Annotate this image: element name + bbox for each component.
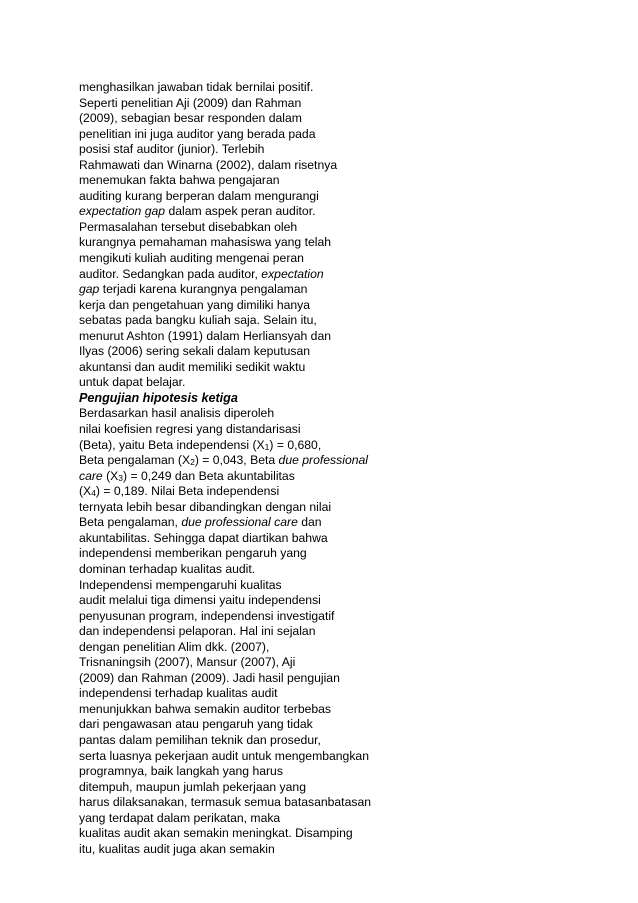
text-line <box>79 640 409 656</box>
text-run: ) = 0,680, <box>269 437 322 452</box>
text-line <box>79 96 409 112</box>
text-run: dan <box>297 515 322 530</box>
text-run: menurut Ashton (1991) dalam Herliansyah dan <box>79 328 332 343</box>
text-line <box>79 795 409 811</box>
text-line <box>79 360 409 376</box>
text-line <box>79 842 409 858</box>
text-run: Independensi mempengaruhi kualitas <box>79 577 282 592</box>
text-line <box>79 500 409 516</box>
text-line <box>79 422 409 438</box>
text-line <box>79 375 409 391</box>
text-run: penyusunan program, independensi investigatif <box>79 608 335 623</box>
text-line <box>79 80 409 96</box>
text-line <box>79 624 409 640</box>
text-line <box>79 764 409 780</box>
text-line <box>79 780 409 796</box>
text-run: menghasilkan jawaban tidak bernilai positif. <box>79 80 314 94</box>
text-line <box>79 189 409 205</box>
text-line <box>79 609 409 625</box>
text-line <box>79 158 409 174</box>
text-line <box>79 220 409 236</box>
italic-text: expectation gap <box>79 204 166 219</box>
text-run: (X <box>79 484 92 499</box>
text-line <box>79 313 409 329</box>
text-run: posisi staf auditor (junior). Terlebih <box>79 142 265 157</box>
text-line <box>79 282 409 298</box>
text-line <box>79 515 409 531</box>
text-line <box>79 671 409 687</box>
text-run: itu, kualitas audit juga akan semakin <box>79 841 275 856</box>
italic-text: due professional <box>278 453 368 468</box>
text-run: Rahmawati dan Winarna (2002), dalam risetnya <box>79 157 338 172</box>
text-run: kerja dan pengetahuan yang dimiliki hanya <box>79 297 311 312</box>
subscript: 3 <box>118 472 124 483</box>
text-run: Berdasarkan hasil analisis diperoleh <box>79 406 275 421</box>
text-run: kualitas audit akan semakin meningkat. Disamping <box>79 826 353 841</box>
text-run: independensi memberikan pengaruh yang <box>79 546 307 561</box>
text-run: programnya, baik langkah yang harus <box>79 764 283 779</box>
text-line <box>79 733 409 749</box>
text-run: ) = 0,249 dan Beta akuntabilitas <box>123 468 295 483</box>
text-run: Pengujian hipotesis ketiga <box>79 390 238 405</box>
subscript: 1 <box>264 441 270 452</box>
text-line <box>79 749 409 765</box>
text-run: mengikuti kuliah auditing mengenai peran <box>79 251 304 266</box>
text-line <box>79 142 409 158</box>
text-run: dari pengawasan atau pengaruh yang tidak <box>79 717 313 732</box>
text-line <box>79 686 409 702</box>
text-run: (2009), sebagian besar responden dalam <box>79 111 302 126</box>
text-line <box>79 298 409 314</box>
text-run: penelitian ini juga auditor yang berada pada <box>79 126 316 141</box>
text-run: (2009) dan Rahman (2009). Jadi hasil pengujian <box>79 670 340 685</box>
text-run: harus dilaksanakan, termasuk semua batasanbatasan <box>79 795 372 810</box>
text-run: Seperti penelitian Aji (2009) dan Rahman <box>79 95 302 110</box>
text-run: Ilyas (2006) sering sekali dalam keputusan <box>79 344 311 359</box>
text-run: terjadi karena kurangnya pengalaman <box>99 282 308 297</box>
text-line <box>79 173 409 189</box>
text-line <box>79 811 409 827</box>
italic-text: expectation <box>261 266 324 281</box>
document-body <box>79 80 409 857</box>
text-line <box>79 826 409 842</box>
subscript: 4 <box>91 488 96 499</box>
italic-text: due professional care <box>181 515 298 530</box>
text-line <box>79 204 409 220</box>
text-line <box>79 655 409 671</box>
text-line <box>79 329 409 345</box>
text-line <box>79 578 409 594</box>
text-run: yang terdapat dalam perikatan, maka <box>79 810 281 825</box>
text-run: dalam aspek peran auditor. <box>165 204 316 219</box>
text-run: kurangnya pemahaman mahasiswa yang telah <box>79 235 332 250</box>
text-run: ditempuh, maupun jumlah pekerjaan yang <box>79 779 306 794</box>
text-line <box>79 438 409 454</box>
text-run: sebatas pada bangku kuliah saja. Selain itu, <box>79 313 317 328</box>
text-run: Beta pengalaman, <box>79 515 182 530</box>
text-run: akuntabilitas. Sehingga dapat diartikan bahwa <box>79 530 328 545</box>
text-run: menemukan fakta bahwa pengajaran <box>79 173 280 188</box>
text-run: Beta pengalaman (X <box>79 453 191 468</box>
text-run: akuntansi dan audit memiliki sedikit waktu <box>79 359 306 374</box>
italic-text: care <box>79 468 103 483</box>
text-run: audit melalui tiga dimensi yaitu independensi <box>79 593 321 608</box>
text-line <box>79 111 409 127</box>
text-line <box>79 127 409 143</box>
text-line <box>79 267 409 283</box>
text-line <box>79 235 409 251</box>
text-run: auditing kurang berperan dalam mengurangi <box>79 188 319 203</box>
italic-text: gap <box>79 282 100 297</box>
text-run: nilai koefisien regresi yang distandarisasi <box>79 422 301 437</box>
text-line <box>79 702 409 718</box>
text-line <box>79 469 409 485</box>
text-line <box>79 406 409 422</box>
subscript: 2 <box>190 457 195 468</box>
text-run: ternyata lebih besar dibandingkan dengan nilai <box>79 499 332 514</box>
text-run: Permasalahan tersebut disebabkan oleh <box>79 219 298 234</box>
text-run: dan independensi pelaporan. Hal ini sejalan <box>79 624 316 639</box>
text-run: dengan penelitian Alim dkk. (2007), <box>79 639 270 654</box>
text-line <box>79 453 409 469</box>
text-run: independensi terhadap kualitas audit <box>79 686 278 701</box>
text-line <box>79 562 409 578</box>
text-run: pantas dalam pemilihan teknik dan prosedur, <box>79 732 321 747</box>
text-run: dominan terhadap kualitas audit. <box>79 561 256 576</box>
text-line <box>79 717 409 733</box>
text-run: menunjukkan bahwa semakin auditor terbebas <box>79 701 332 716</box>
text-line <box>79 593 409 609</box>
text-run: (Beta), yaitu Beta independensi (X <box>79 437 265 452</box>
text-run: (X <box>102 468 119 483</box>
section-heading <box>79 391 409 407</box>
text-line <box>79 344 409 360</box>
text-run: untuk dapat belajar. <box>79 375 186 390</box>
text-line <box>79 484 409 500</box>
text-line <box>79 251 409 267</box>
text-run: ) = 0,189. Nilai Beta independensi <box>95 484 280 499</box>
text-run: serta luasnya pekerjaan audit untuk mengembangkan <box>79 748 369 763</box>
text-line <box>79 531 409 547</box>
text-run: ) = 0,043, Beta <box>194 453 279 468</box>
text-run: Trisnaningsih (2007), Mansur (2007), Aji <box>79 655 296 670</box>
text-line <box>79 546 409 562</box>
text-run: auditor. Sedangkan pada auditor, <box>79 266 262 281</box>
